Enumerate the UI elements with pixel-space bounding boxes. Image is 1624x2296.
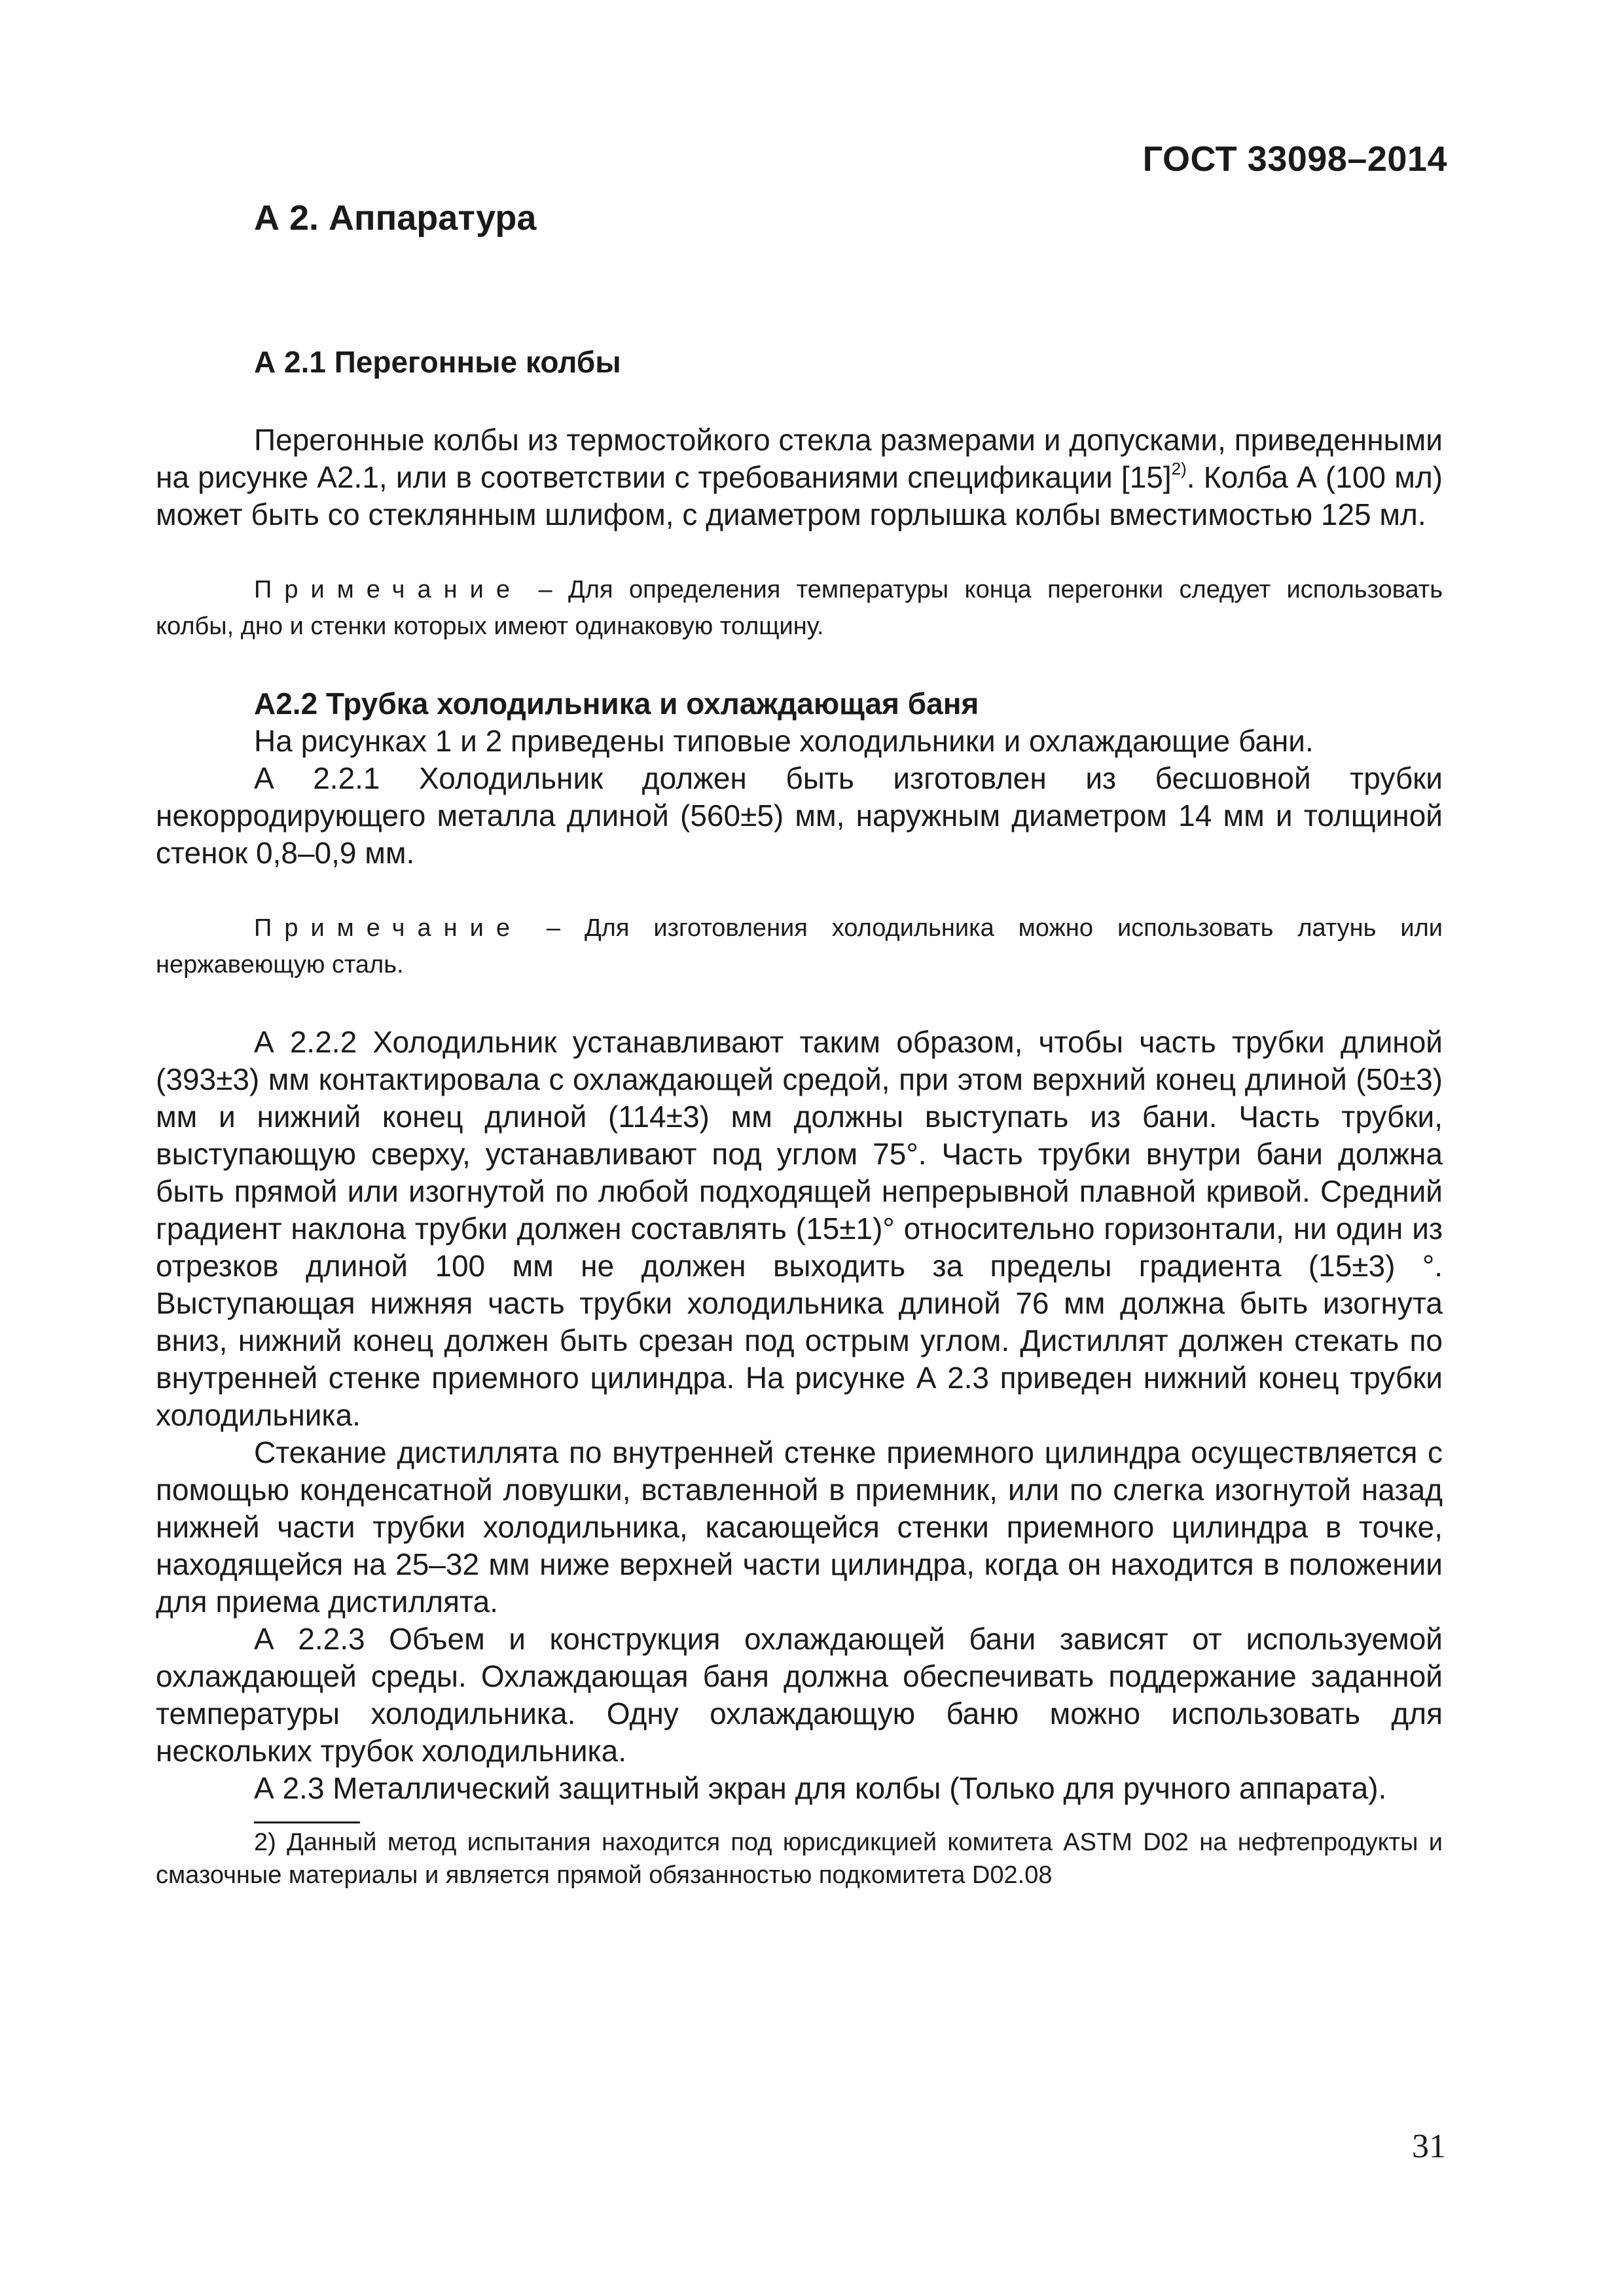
- paragraph-a221: А 2.2.1 Холодильник должен быть изготовлен из бесшовной трубки некорродирующего металла длиной (560±5) мм, наружным диаметром 14 мм и толщиной стенок 0,8–0,9 мм.: [156, 761, 1443, 870]
- paragraph-a23: А 2.3 Металлический защитный экран для колбы (Только для ручного аппарата).: [254, 1771, 1387, 1805]
- note-text: – Для определения температуры конца перегонки следует использовать колбы, дно и стенки которых имеют одинаковую толщину.: [156, 576, 1443, 640]
- page-content: [156, 190, 1443, 1892]
- note-label: Примечание: [254, 576, 522, 603]
- paragraph-distillate-flow: Стекание дистиллята по внутренней стенке приемного цилиндра осуществляется с помощью конденсатной ловушки, вставленной в приемник, или по слегка изогнутой назад нижней части трубки холодильника, касающейся стенки приемного цилиндра в точке, находящейся на 25–32 мм ниже верхней части цилиндра, когда он находится в положении для приема дистиллята.: [156, 1435, 1443, 1619]
- standard-designation: ГОСТ 33098–2014: [1142, 139, 1447, 179]
- note-label: Примечание: [254, 914, 522, 942]
- subsection-title-a21: А 2.1 Перегонные колбы: [254, 345, 621, 379]
- paragraph-flasks-text-1: Перегонные колбы из термостойкого стекла размерами и допусками, приведенными на рисунке А2.1, или в соответствии с требованиями спецификации [15]: [156, 423, 1443, 494]
- note-text: – Для изготовления холодильника можно использовать латунь или нержавеющую сталь.: [156, 914, 1443, 978]
- footnote-reference[interactable]: 2): [1171, 459, 1187, 478]
- page-number: 31: [1412, 2128, 1446, 2165]
- footnote: 2) Данный метод испытания находится под юрисдикцией комитета ASTM D02 на нефтепродукты и смазочные материалы и является прямой обязанностью подкомитета D02.08: [156, 1829, 1443, 1889]
- paragraph-a222: А 2.2.2 Холодильник устанавливают таким образом, чтобы часть трубки длиной (393±3) мм контактировала с охлаждающей средой, при этом верхний конец длиной (50±3) мм и нижний конец длиной (114±3) мм должны выступать из бани. Часть трубки, выступающую сверху, устанавливают под углом 75°. Часть трубки внутри бани должна быть прямой или изогнутой по любой подходящей непрерывной плавной кривой. Средний градиент наклона трубки должен составлять (15±1)° относительно горизонтали, ни один из отрезков длиной 100 мм не должен выходить за пределы градиента (15±3) °. Выступающая нижняя часть трубки холодильника длиной 76 мм должна быть изогнута вниз, нижний конец должен быть срезан под острым углом. Дистиллят должен стекать по внутренней стенке приемного цилиндра. На рисунке А 2.3 приведен нижний конец трубки холодильника.: [156, 1025, 1443, 1432]
- section-title: А 2. Аппаратура: [254, 198, 537, 238]
- note-flasks: [156, 571, 1443, 645]
- subsection-title-a22: А2.2 Трубка холодильника и охлаждающая баня: [254, 687, 979, 721]
- footnote-divider: [254, 1821, 360, 1823]
- paragraph-flasks-text-2: . Колба А (100 мл) может быть со стеклянным шлифом, с диаметром горлышка колбы вместимостью 125 мл.: [156, 460, 1443, 531]
- paragraph-intro: На рисунках 1 и 2 приведены типовые холодильники и охлаждающие бани.: [254, 724, 1314, 758]
- paragraph-a223: А 2.2.3 Объем и конструкция охлаждающей бани зависят от используемой охлаждающей среды. Охлаждающая баня должна обеспечивать поддержание заданной температуры холодильника. Одну охлаждающую баню можно использовать для нескольких трубок холодильника.: [156, 1622, 1443, 1768]
- paragraph-flasks: [156, 422, 1443, 533]
- note-condenser: [156, 910, 1443, 983]
